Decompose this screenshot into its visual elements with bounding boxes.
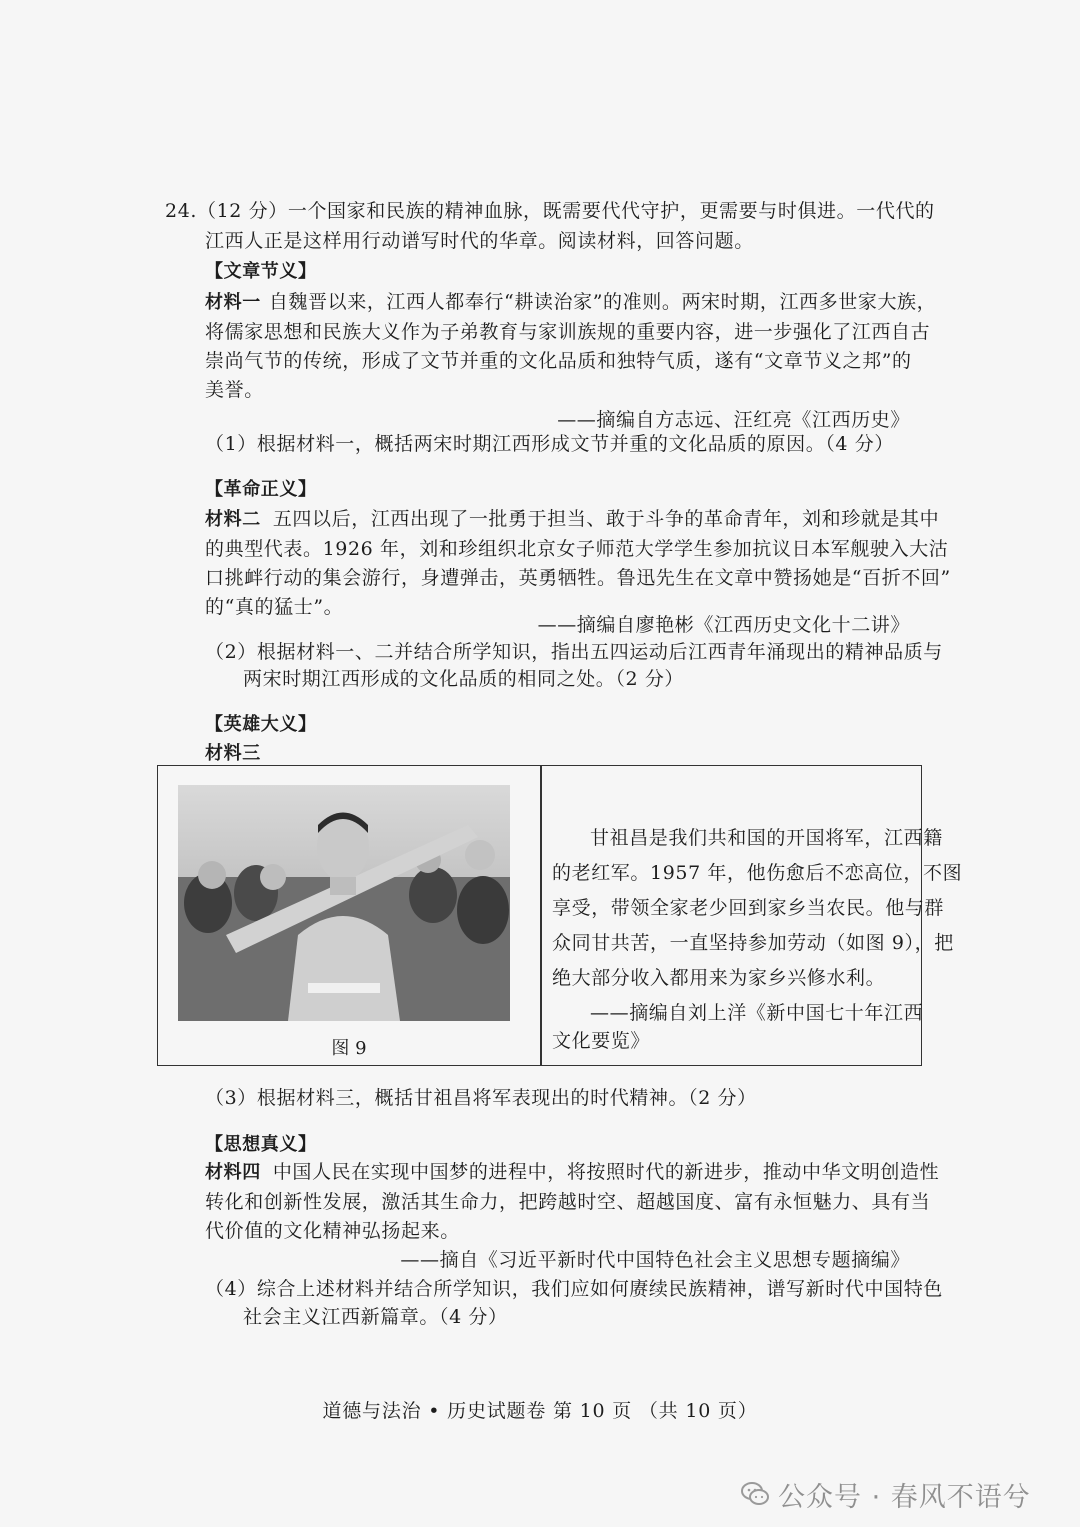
sub-question-3: （3）根据材料三，概括甘祖昌将军表现出的时代精神。（2 分） (205, 1087, 757, 1109)
material-text: 中国人民在实现中国梦的进程中，将按照时代的新进步，推动中华文明创造性 (272, 1161, 940, 1183)
box-source-line: 文化要览》 (552, 1030, 651, 1052)
watermark-text: 公众号 · 春风不语兮 (778, 1481, 1031, 1513)
question-number: 24.（12 分） (165, 200, 288, 222)
material-line: 将儒家思想和民族大义作为子弟教育与家训族规的重要内容，进一步强化了江西自古 (205, 321, 931, 343)
material-label: 材料一 (205, 292, 261, 313)
material-source: ——摘自《习近平新时代中国特色社会主义思想专题摘编》 (400, 1249, 910, 1271)
box-text-line: 甘祖昌是我们共和国的开国将军，江西籍 (590, 827, 943, 849)
wechat-icon (740, 1479, 770, 1509)
material-text: 五四以后，江西出现了一批勇于担当、敢于斗争的革命青年，刘和珍就是其中 (272, 508, 940, 530)
material-line: 的典型代表。1926 年，刘和珍组织北京女子师范大学学生参加抗议日本军舰驶入大沽 (205, 538, 949, 560)
material-line: 的“真的猛士”。 (205, 596, 344, 618)
material-line (205, 290, 936, 315)
figure-caption: 图 9 (331, 1038, 367, 1059)
material-label: 材料三 (205, 743, 261, 764)
section-heading: 【英雄大义】 (205, 714, 317, 735)
sub-question-4: （4）综合上述材料并结合所学知识，我们应如何赓续民族精神，谱写新时代中国特色 (205, 1278, 943, 1300)
material-line: 崇尚气节的传统，形成了文节并重的文化品质和独特气质，遂有“文章节义之邦”的 (205, 350, 912, 372)
farmer-general-photo-image (178, 785, 510, 1021)
material-line: 口挑衅行动的集会游行，身遭弹击，英勇牺牲。鲁迅先生在文章中赞扬她是“百折不回” (205, 567, 951, 589)
sub-question-4-cont: 社会主义江西新篇章。（4 分） (243, 1306, 508, 1328)
material-line (205, 1160, 939, 1185)
sub-question-1: （1）根据材料一，概括两宋时期江西形成文节并重的文化品质的原因。（4 分） (205, 433, 894, 455)
material-label: 材料四 (205, 1162, 261, 1183)
section-heading: 【思想真义】 (205, 1134, 317, 1155)
material-line (205, 507, 939, 532)
question-24-intro (165, 199, 935, 223)
sub-question-2-cont: 两宋时期江西形成的文化品质的相同之处。（2 分） (243, 668, 685, 690)
question-intro-line: 一个国家和民族的精神血脉，既需要代代守护，更需要与时俱进。一代代的 (287, 200, 935, 222)
material-line: 转化和创新性发展，激活其生命力，把跨越时空、超越国度、富有永恒魅力、具有当 (205, 1191, 931, 1213)
box-text-line: 享受，带领全家老少回到家乡当农民。他与群 (552, 897, 945, 919)
material-line: 代价值的文化精神弘扬起来。 (205, 1220, 460, 1242)
material-label: 材料二 (205, 509, 261, 530)
box-text-line: 众同甘共苦，一直坚持参加劳动（如图 9），把 (552, 932, 954, 954)
historical-photo (178, 785, 510, 1021)
material-three-box (157, 765, 963, 1066)
question-intro-line: 江西人正是这样用行动谱写时代的华章。阅读材料，回答问题。 (205, 230, 754, 252)
box-divider (540, 766, 542, 1065)
box-source-line: ——摘编自刘上洋《新中国七十年江西 (590, 1002, 924, 1024)
material-text: 自魏晋以来，江西人都奉行“耕读治家”的准则。两宋时期，江西多世家大族， (268, 291, 937, 313)
sub-question-2: （2）根据材料一、二并结合所学知识，指出五四运动后江西青年涌现出的精神品质与 (205, 641, 943, 663)
material-line: 美誉。 (205, 379, 264, 401)
material-source: ——摘编自方志远、汪红亮《江西历史》 (557, 409, 910, 431)
box-text-line: 的老红军。1957 年，他伤愈后不恋高位，不图 (552, 862, 963, 884)
section-heading: 【革命正义】 (205, 479, 317, 500)
box-text-line: 绝大部分收入都用来为家乡兴修水利。 (552, 967, 886, 989)
watermark (740, 1474, 1031, 1514)
page-footer: 道德与法治 • 历史试题卷 第 10 页 （共 10 页） (322, 1400, 758, 1422)
material-source: ——摘编自廖艳彬《江西历史文化十二讲》 (537, 614, 910, 636)
section-heading: 【文章节义】 (205, 261, 317, 282)
